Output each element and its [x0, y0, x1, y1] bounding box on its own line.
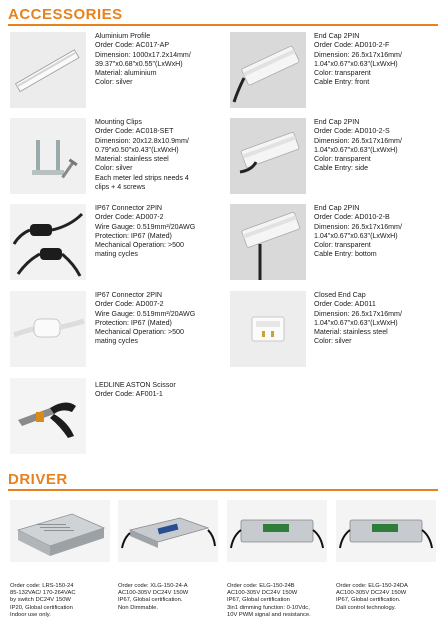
- accessory-closed-end-cap: Closed End Cap Order Code: AD011 Dimension: 26.5x17x16mm/ 1.04"x0.67"x0.63"(LxWxH) Material: stainless steel Color: silver: [314, 291, 402, 346]
- closed-end-cap-icon: [230, 291, 306, 367]
- driver-elg-da-icon: [336, 500, 436, 562]
- driver-xlg-icon: [118, 500, 218, 562]
- accessory-end-cap-side: End Cap 2PIN Order Code: AD010-2-S Dimension: 26.5x17x16mm/ 1.04"x0.67"x0.63"(LxWxH) Color: transparent Cable Entry: side: [314, 118, 402, 173]
- end-cap-front-icon: [230, 32, 306, 108]
- accessory-scissor: LEDLINE ASTON Scissor Order Code: AF001-1: [95, 381, 176, 399]
- driver-xlg: Order code: XLG-150-24-A AC100-305V DC24V 150W IP67, Global certification. Non Dimmable.: [118, 583, 189, 611]
- driver-title: DRIVER: [8, 471, 68, 488]
- accessory-aluminium-profile: Aluminium Profile Order Code: AC017-AP Dimension: 1000x17.2x14mm/ 39.37"x0.68"x0.55"(LxWxH) Material: aluminium Color: silver: [95, 32, 191, 87]
- scissor-icon: [10, 378, 86, 454]
- accessories-title: ACCESSORIES: [8, 6, 123, 23]
- driver-divider: [8, 489, 438, 491]
- accessories-divider: [8, 24, 438, 26]
- mounting-clip-icon: [10, 118, 86, 194]
- ip67-connector-black-icon: [10, 204, 86, 280]
- end-cap-side-icon: [230, 118, 306, 194]
- accessory-mounting-clips: Mounting Clips Order Code: AC018-SET Dimension: 20x12.8x10.9mm/ 0.79"x0.50"x0.43"(LxWxH) Material: stainless steel Color: silver Each meter led strips needs 4 clips + 4 screws: [95, 118, 189, 192]
- driver-lrs: Order code: LRS-150-24 85-132VAC/ 170-264VAC by switch DC24V 150W IP20, Global certification Indoor use only.: [10, 583, 76, 618]
- accessory-ip67-connector-white: IP67 Connector 2PIN Order Code: AD007-2 Wire Gauge: 0.519mm²/20AWG Protection: IP67 (Mated) Mechanical Operation: >500 mating cycles: [95, 291, 196, 346]
- aluminium-profile-icon: [10, 32, 86, 108]
- driver-lrs-icon: [10, 500, 110, 562]
- accessory-end-cap-front: End Cap 2PIN Order Code: AD010-2-F Dimension: 26.5x17x16mm/ 1.04"x0.67"x0.63"(LxWxH) Color: transparent Cable Entry: front: [314, 32, 402, 87]
- end-cap-bottom-icon: [230, 204, 306, 280]
- driver-elg-da: Order code: ELG-150-24DA AC100-305V DC24V 150W IP67, Global certification. Dali control technology.: [336, 583, 408, 611]
- driver-elg-b: Order code: ELG-150-24B AC100-305V DC24V 150W IP67, Global certification 3in1 dimming function: 0-10Vdc, 10V PWM signal and resistance.: [227, 583, 311, 618]
- ip67-connector-white-icon: [10, 291, 86, 367]
- accessory-end-cap-bottom: End Cap 2PIN Order Code: AD010-2-B Dimension: 26.5x17x16mm/ 1.04"x0.67"x0.63"(LxWxH) Color: transparent Cable Entry: bottom: [314, 204, 402, 259]
- accessory-ip67-connector-black: IP67 Connector 2PIN Order Code: AD007-2 Wire Gauge: 0.519mm²/20AWG Protection: IP67 (Mated) Mechanical Operation: >500 mating cycles: [95, 204, 196, 259]
- driver-elg-b-icon: [227, 500, 327, 562]
